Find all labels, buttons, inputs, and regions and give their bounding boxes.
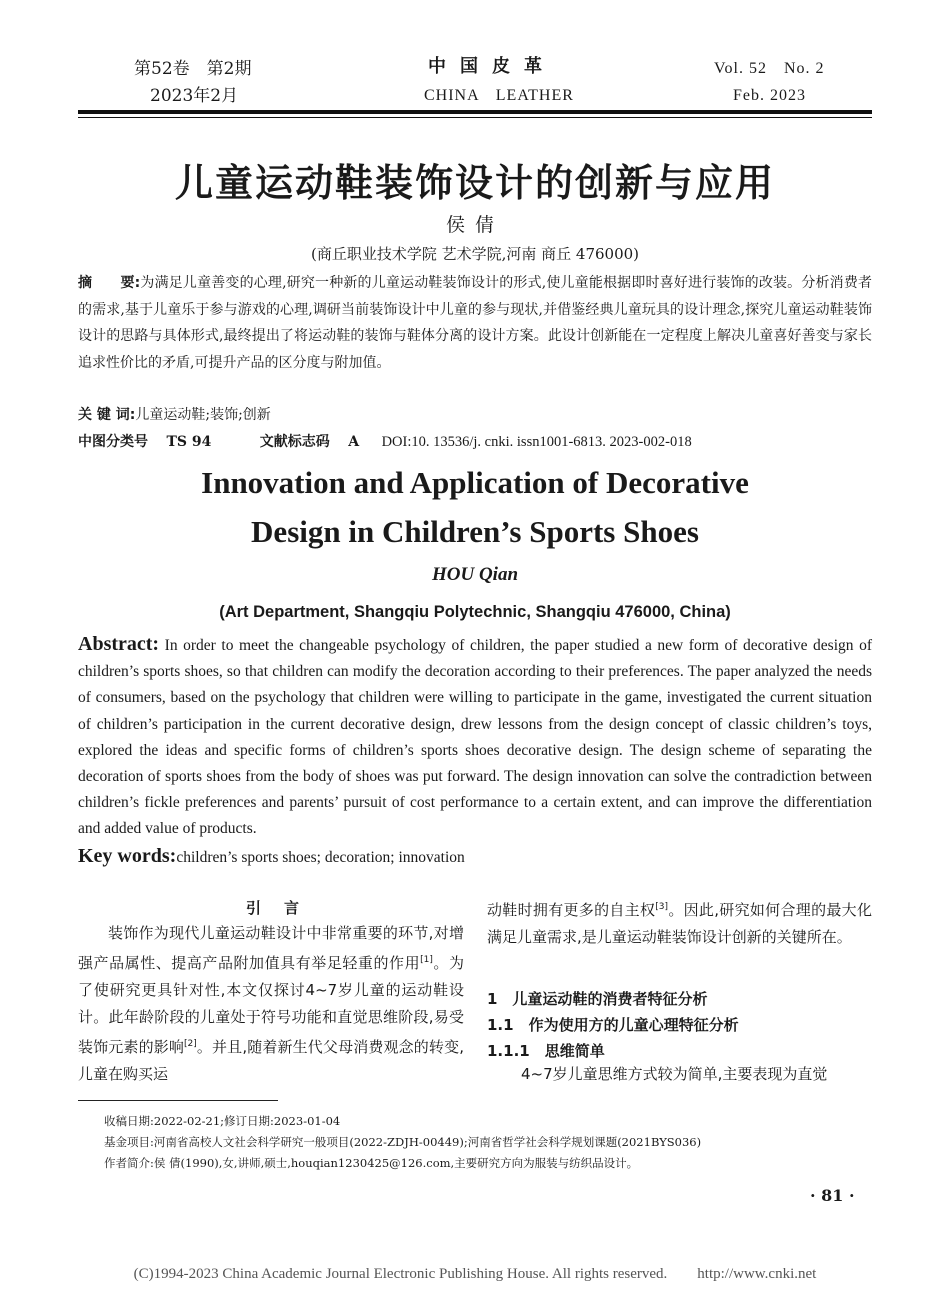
abstract-en-text: In order to meet the changeable psychology of children, the paper studied a new form of decorative design of children’s sports shoes, so that children can modify the decoration according to their preferences. The paper analyzed the needs of consumers, based on the psychology that children were willing to participate in the game, investigated the current situation of children’s participation in the current decorative design, drew lessons from the design concept of classic children’s toys, explored the ideas and specific forms of children’s sports shoes decorative design. The design scheme of separating the decoration of sports shoes from the body of shoes was put forward. The design innovation can solve the contradiction between children’s fickle preferences and parents’ pursuit of cost performance to a certain extent, and can improve the differentiation and added value of products. bbox=[78, 637, 872, 838]
abstract-en-label: Abstract: bbox=[78, 633, 160, 655]
header-rule-thick bbox=[78, 110, 872, 114]
citation-ref-2: [2] bbox=[184, 1039, 197, 1049]
header-volume-en: Vol. 52 No. 2 bbox=[714, 60, 825, 77]
abstract-cn-label: 摘 要: bbox=[78, 275, 141, 291]
left-text-b: 。为了使研究更具针对性,本文仅探讨4~7岁儿童的运动鞋设计。此年龄阶段的儿童处于符号功能和直觉思维阶段,易受装饰元素的影响 bbox=[78, 954, 464, 1056]
doc-code-value: A bbox=[348, 434, 360, 450]
keywords-cn-text: 儿童运动鞋;装饰;创新 bbox=[135, 407, 271, 423]
header-volume-cn: 第52卷 第2期 bbox=[134, 59, 252, 79]
abstract-en bbox=[78, 631, 872, 843]
doi: DOI:10. 13536/j. cnki. issn1001-6813. 2023-002-018 bbox=[381, 434, 692, 450]
keywords-en-text: children’s sports shoes; decoration; innovation bbox=[176, 849, 465, 866]
article-title-en-line2: Design in Children’s Sports Shoes bbox=[251, 514, 699, 549]
journal-name-en: CHINA LEATHER bbox=[424, 87, 574, 104]
article-title-en-line1: Innovation and Application of Decorative bbox=[201, 465, 749, 500]
section-1-1-heading: 1.1 作为使用方的儿童心理特征分析 bbox=[487, 1016, 739, 1034]
keywords-cn-label: 关 键 词: bbox=[78, 407, 136, 423]
footnote-received: 收稿日期:2022-02-21;修订日期:2023-01-04 bbox=[104, 1114, 341, 1128]
classification-line bbox=[78, 430, 872, 454]
right-text-b: 。因此,研究如何合理的最大化满足儿童需求,是儿童运动鞋装饰设计创新的关键所在。 bbox=[487, 901, 872, 946]
author-cn: 侯倩 bbox=[445, 214, 504, 236]
header-date-en: Feb. 2023 bbox=[733, 87, 806, 104]
footnote-rule bbox=[78, 1100, 278, 1101]
clc-value: TS 94 bbox=[166, 434, 212, 450]
right-text-a: 动鞋时拥有更多的自主权 bbox=[487, 901, 656, 919]
citation-ref-3: [3] bbox=[655, 902, 669, 912]
article-title-cn: 儿童运动鞋装饰设计的创新与应用 bbox=[174, 161, 775, 205]
section-1-1-1-heading: 1.1.1 思维简单 bbox=[487, 1042, 605, 1060]
journal-name-cn: 中国皮革 bbox=[428, 56, 556, 77]
clc-label: 中图分类号 bbox=[78, 434, 148, 450]
affiliation-cn: (商丘职业技术学院 艺术学院,河南 商丘 476000) bbox=[310, 245, 640, 263]
keywords-en-label: Key words: bbox=[78, 845, 177, 867]
abstract-cn bbox=[78, 270, 872, 376]
page-number: · 81 · bbox=[810, 1186, 855, 1205]
header-rule-thin bbox=[78, 117, 872, 118]
header-date-cn: 2023年2月 bbox=[150, 86, 239, 106]
right-column-paragraph bbox=[487, 894, 872, 951]
left-text-c: 。并且,随着新生代父母消费观念的转变,儿童在购买运 bbox=[78, 1038, 464, 1083]
section-1-heading: 1 儿童运动鞋的消费者特征分析 bbox=[487, 990, 708, 1008]
right-paragraph-2: 4~7岁儿童思维方式较为简单,主要表现为直觉 bbox=[521, 1065, 828, 1083]
citation-ref-1: [1] bbox=[420, 955, 433, 965]
intro-heading: 引 言 bbox=[246, 899, 304, 917]
keywords-cn bbox=[78, 402, 872, 429]
doc-code-label: 文献标志码 bbox=[259, 434, 330, 450]
footnote-author-bio: 作者简介:侯 倩(1990),女,讲师,硕士,houqian1230425@126.com,主要研究方向为服装与纺织品设计。 bbox=[104, 1156, 639, 1170]
affiliation-en: (Art Department, Shangqiu Polytechnic, Shangqiu 476000, China) bbox=[219, 603, 731, 621]
abstract-cn-text: 为满足儿童善变的心理,研究一种新的儿童运动鞋装饰设计的形式,使儿童能根据即时喜好进行装饰的改装。分析消费者的需求,基于儿童乐于参与游戏的心理,调研当前装饰设计中儿童的参与现状,并借鉴经典儿童玩具的设计理念,探究儿童运动鞋装饰设计的思路与具体形式,最终提出了将运动鞋的装饰与鞋体分离的设计方案。此设计创新能在一定程度上解决儿童喜好善变与家长追求性价比的矛盾,可提升产品的区分度与附加值。 bbox=[78, 275, 872, 371]
footnote-funding: 基金项目:河南省高校人文社会科学研究一般项目(2022-ZDJH-00449);河南省哲学社会科学规划课题(2021BYS036) bbox=[104, 1135, 702, 1149]
left-text-a: 装饰作为现代儿童运动鞋设计中非常重要的环节,对增强产品属性、提高产品附加值具有举足轻重的作用 bbox=[78, 924, 464, 972]
copyright-notice: (C)1994-2023 China Academic Journal Electronic Publishing House. All rights reserved. http://www.cnki.net bbox=[133, 1266, 817, 1282]
keywords-en bbox=[78, 843, 872, 871]
author-en: HOU Qian bbox=[431, 564, 519, 585]
left-column-paragraph bbox=[78, 920, 464, 1088]
